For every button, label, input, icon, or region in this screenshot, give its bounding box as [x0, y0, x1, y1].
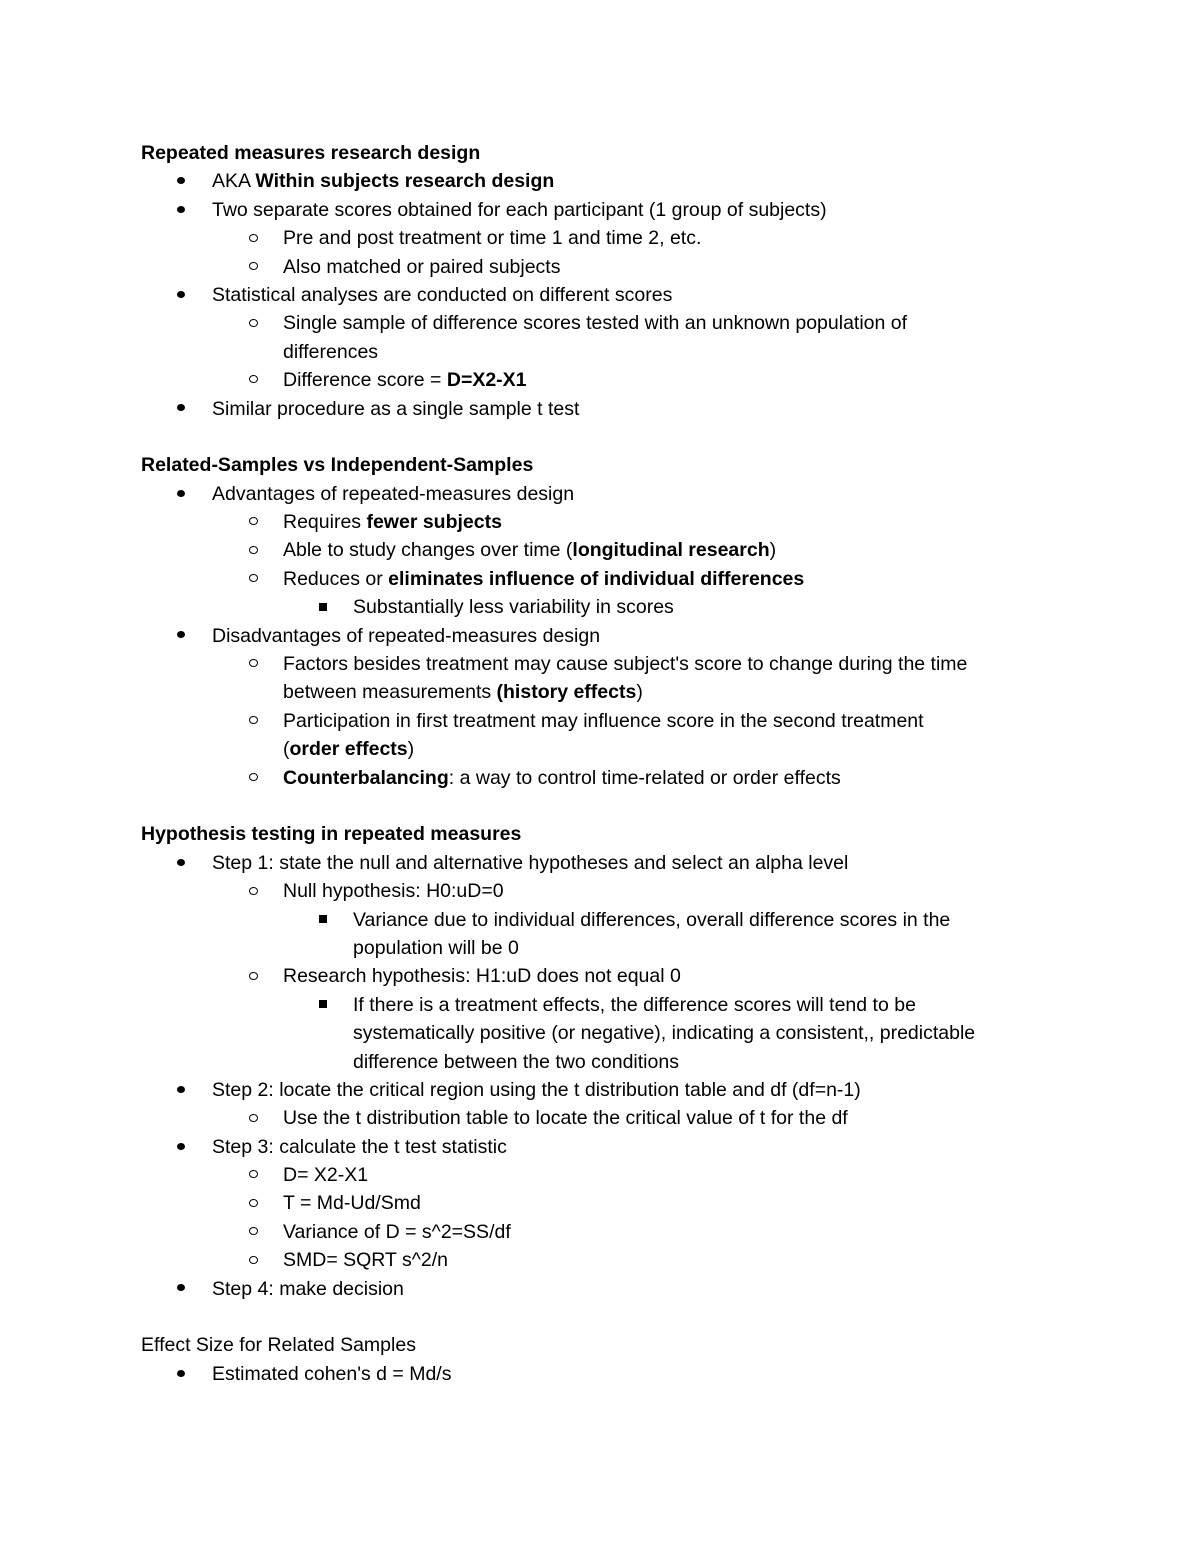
list-item: Factors besides treatment may cause subject's score to change during the time	[141, 650, 1061, 678]
list-item-continuation: differences	[283, 340, 379, 363]
blank-line	[141, 1303, 1061, 1331]
list-item: Participation in first treatment may influence score in the second treatment	[141, 707, 1061, 735]
list-item: Difference score = D=X2-X1	[141, 366, 1061, 394]
list-item: AKA Within subjects research design	[141, 167, 1061, 195]
list-item: Step 4: make decision	[141, 1275, 1061, 1303]
list-item: Counterbalancing: a way to control time-related or order effects	[141, 764, 1061, 792]
bullet-circle-icon	[249, 253, 258, 281]
bullet-disc-icon	[177, 395, 185, 423]
list-item: If there is a treatment effects, the difference scores will tend to be	[141, 991, 1061, 1019]
list-item: Reduces or eliminates influence of individual differences	[141, 565, 1061, 593]
bullet-circle-icon	[249, 764, 258, 792]
bullet-circle-icon	[249, 1189, 258, 1217]
section-heading-effect-size: Effect Size for Related Samples	[141, 1334, 416, 1357]
bullet-circle-icon	[249, 1246, 258, 1274]
list-item-continuation: (order effects)	[283, 738, 415, 761]
section-heading-related-vs-independent: Related-Samples vs Independent-Samples	[141, 454, 534, 477]
list-item: Statistical analyses are conducted on different scores	[141, 281, 1061, 309]
bullet-circle-icon	[249, 650, 258, 678]
bullet-circle-icon	[249, 224, 258, 252]
list-item: Variance of D = s^2=SS/df	[141, 1218, 1061, 1246]
bullet-circle-icon	[249, 1218, 258, 1246]
bullet-circle-icon	[249, 309, 258, 337]
bullet-disc-icon	[177, 1133, 185, 1161]
bullet-circle-icon	[249, 1104, 258, 1132]
list-item: Step 3: calculate the t test statistic	[141, 1133, 1061, 1161]
list-item-continuation: difference between the two conditions	[353, 1050, 679, 1073]
section-heading-hypothesis-testing: Hypothesis testing in repeated measures	[141, 823, 522, 846]
list-item: Pre and post treatment or time 1 and time 2, etc.	[141, 224, 1061, 252]
list-item: Also matched or paired subjects	[141, 253, 1061, 281]
list-item: Step 2: locate the critical region using the t distribution table and df (df=n-1)	[141, 1076, 1061, 1104]
list-item: Disadvantages of repeated-measures design	[141, 622, 1061, 650]
list-item: Use the t distribution table to locate the critical value of t for the df	[141, 1104, 1061, 1132]
blank-line	[141, 423, 1061, 451]
bullet-circle-icon	[249, 877, 258, 905]
bullet-square-icon	[319, 991, 327, 1019]
list-item-continuation: population will be 0	[353, 936, 519, 959]
bullet-square-icon	[319, 593, 327, 621]
list-item: D= X2-X1	[141, 1161, 1061, 1189]
list-item: Variance due to individual differences, overall difference scores in the	[141, 906, 1061, 934]
list-item-continuation: systematically positive (or negative), indicating a consistent,, predictable	[353, 1022, 976, 1045]
list-item: Advantages of repeated-measures design	[141, 480, 1061, 508]
list-item-continuation: between measurements (history effects)	[283, 681, 643, 704]
list-item: Requires fewer subjects	[141, 508, 1061, 536]
bullet-disc-icon	[177, 1275, 185, 1303]
bullet-circle-icon	[249, 536, 258, 564]
bullet-disc-icon	[177, 1076, 185, 1104]
bullet-circle-icon	[249, 565, 258, 593]
list-item: Substantially less variability in scores	[141, 593, 1061, 621]
bullet-circle-icon	[249, 962, 258, 990]
bullet-disc-icon	[177, 480, 185, 508]
list-item: Null hypothesis: H0:uD=0	[141, 877, 1061, 905]
list-item: Able to study changes over time (longitudinal research)	[141, 536, 1061, 564]
document-content	[141, 139, 1061, 1388]
bullet-disc-icon	[177, 196, 185, 224]
bullet-disc-icon	[177, 1360, 185, 1388]
bullet-disc-icon	[177, 622, 185, 650]
list-item: SMD= SQRT s^2/n	[141, 1246, 1061, 1274]
blank-line	[141, 792, 1061, 820]
list-item: Research hypothesis: H1:uD does not equal 0	[141, 962, 1061, 990]
list-item: T = Md-Ud/Smd	[141, 1189, 1061, 1217]
list-item: Two separate scores obtained for each participant (1 group of subjects)	[141, 196, 1061, 224]
list-item: Similar procedure as a single sample t test	[141, 395, 1061, 423]
bullet-disc-icon	[177, 849, 185, 877]
list-item: Step 1: state the null and alternative hypotheses and select an alpha level	[141, 849, 1061, 877]
bullet-circle-icon	[249, 366, 258, 394]
bullet-circle-icon	[249, 707, 258, 735]
bullet-square-icon	[319, 906, 327, 934]
section-heading-repeated-measures: Repeated measures research design	[141, 142, 481, 164]
bullet-disc-icon	[177, 167, 185, 195]
bullet-circle-icon	[249, 508, 258, 536]
list-item: Estimated cohen's d = Md/s	[141, 1360, 1061, 1388]
bullet-circle-icon	[249, 1161, 258, 1189]
list-item: Single sample of difference scores tested with an unknown population of	[141, 309, 1061, 337]
bullet-disc-icon	[177, 281, 185, 309]
